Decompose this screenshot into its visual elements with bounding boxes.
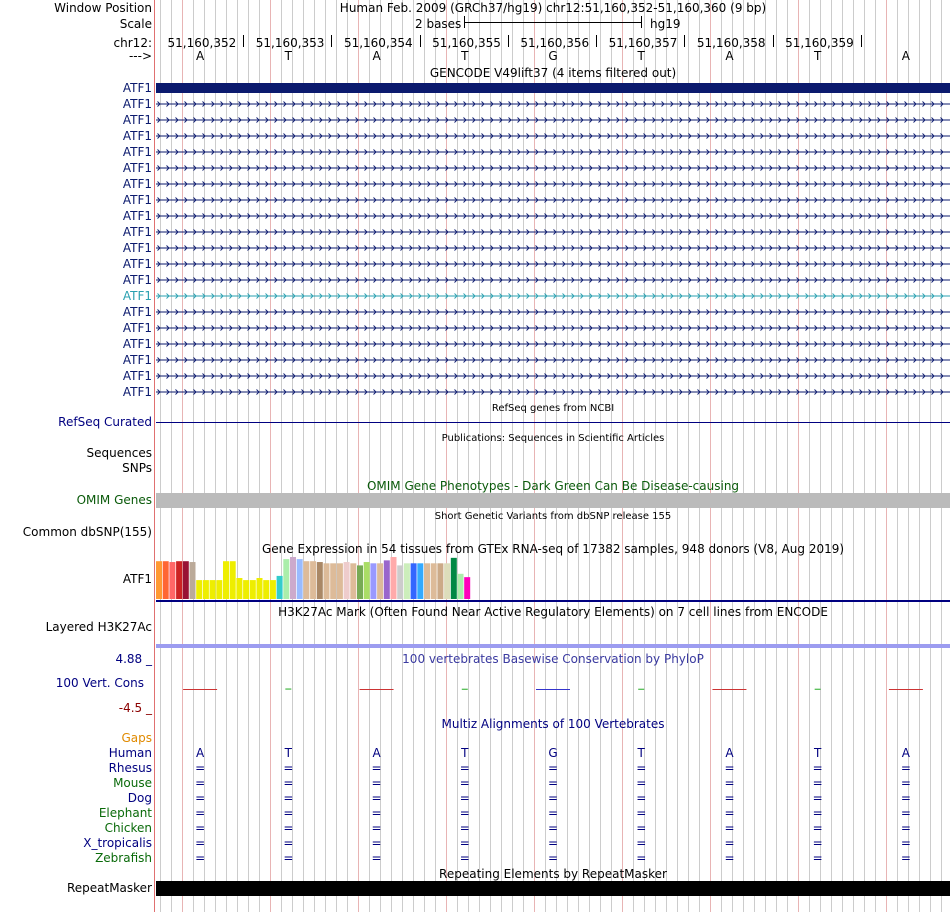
multiz-base: A [372,746,381,760]
gridline [369,0,370,912]
gridline [424,0,425,912]
multiz-base: T [813,746,822,760]
multiz-base: = [195,836,206,850]
gencode-item-label[interactable]: ATF1 [122,321,152,335]
phylop-track-title[interactable]: 100 vertebrates Basewise Conservation by PhyloP [402,652,704,666]
gencode-item-label[interactable]: ATF1 [122,289,152,303]
h3k27ac-signal[interactable] [156,644,950,648]
h3k27ac-track-title[interactable]: H3K27Ac Mark (Often Found Near Active Regulatory Elements) on 7 cell lines from ENCODE [278,605,828,619]
multiz-base: T [284,746,292,760]
gridline [248,0,249,912]
gridline [831,0,832,912]
gridline [237,0,238,912]
multiz-base: = [283,806,294,820]
repeatmasker-track-title[interactable]: Repeating Elements by RepeatMasker [439,867,667,881]
multiz-base: = [459,836,470,850]
gencode-strand-arrows [158,214,944,219]
gridline [303,0,304,912]
gridline [457,0,458,912]
multiz-base: = [283,761,294,775]
gtex-tissue-bar [230,561,236,599]
gtex-tissue-bar [370,563,376,599]
gtex-tissue-bar [444,563,450,599]
coordinate-label: 51,160,355 [432,36,501,50]
multiz-base: = [195,776,206,790]
gridline [930,0,931,912]
phylop-score-mark [462,689,468,690]
gtex-tissue-bar [303,561,309,599]
multiz-base: = [459,821,470,835]
gencode-strand-arrows [158,310,944,315]
multiz-base: = [636,851,647,865]
gridline [875,0,876,912]
multiz-base: = [900,806,911,820]
phylop-score-mark [360,689,394,690]
multiz-base: T [637,746,645,760]
gridline [501,0,502,912]
gridline [589,0,590,912]
omim-feature-bar[interactable] [156,493,950,508]
multiz-base: = [724,776,735,790]
multiz-base: = [548,836,559,850]
gridline [919,0,920,912]
coordinate-tick [331,35,332,47]
multiz-base: = [459,806,470,820]
multiz-base: = [812,791,823,805]
coordinate-label: 51,160,358 [696,36,766,50]
gridline [611,0,612,912]
multiz-base: G [548,746,558,760]
gridline [413,0,414,912]
gencode-strand-arrows [158,262,944,267]
gtex-tissue-bar [337,563,343,599]
gencode-item-label[interactable]: ATF1 [122,177,152,191]
coordinate-label: 51,160,353 [255,36,325,50]
multiz-species-label[interactable]: Rhesus [108,761,152,775]
omim-label[interactable]: OMIM Genes [76,493,152,507]
multiz-base: = [371,776,382,790]
gridline [809,0,810,912]
coordinate-tick [684,35,685,47]
multiz-species-label[interactable]: Elephant [98,806,152,820]
gridline [270,0,271,912]
gridline [897,0,898,912]
ruler-base: A [901,49,910,63]
gridline [490,0,491,912]
gridline [325,0,326,912]
multiz-base: = [812,776,823,790]
gtex-tissue-bar [417,563,423,599]
multiz-base: = [548,761,559,775]
gridline [787,0,788,912]
multiz-base: = [724,761,735,775]
ruler-base: A [196,49,205,63]
gtex-tissue-bar [451,558,457,599]
refseq-label[interactable]: RefSeq Curated [58,415,152,429]
multiz-species-label[interactable]: Zebrafish [95,851,152,865]
gencode-item-label[interactable]: ATF1 [122,353,152,367]
gridline [215,0,216,912]
multiz-base: = [195,806,206,820]
gencode-item-label[interactable]: ATF1 [122,257,152,271]
gridline [479,0,480,912]
gencode-strand-arrows [158,294,944,299]
coordinate-label: 51,160,359 [785,36,854,50]
multiz-base: = [548,791,559,805]
gridline [754,0,755,912]
gtex-label[interactable]: ATF1 [122,572,152,586]
gencode-item-label[interactable]: ATF1 [122,225,152,239]
gtex-tissue-bar [183,561,189,599]
coordinate-tick [861,35,862,47]
gridline [160,0,161,912]
phylop-score-mark [712,689,746,690]
repeatmasker-label[interactable]: RepeatMasker [66,881,152,895]
coordinate-tick [773,35,774,47]
gtex-tissue-bar [437,563,443,599]
phylop-marks [183,689,923,690]
gtex-tissue-bar [290,557,296,599]
gencode-item-label[interactable]: ATF1 [122,97,152,111]
gridline [336,0,337,912]
gencode-strand-arrows [158,358,944,363]
gridline [853,0,854,912]
gridline [765,0,766,912]
gencode-strand-arrows [158,166,944,171]
multiz-species-label[interactable]: Chicken [104,821,152,835]
gridline [347,0,348,912]
gridline [226,0,227,912]
gtex-tissue-bar [156,561,162,599]
multiz-base: = [724,836,735,850]
gencode-strand-arrows [158,326,944,331]
multiz-base: = [724,851,735,865]
gencode-strand-arrows [158,374,944,379]
gencode-item-label[interactable]: ATF1 [122,385,152,399]
gridline [182,0,183,912]
gtex-tissue-bar [404,563,410,599]
gencode-strand-arrows [158,102,944,107]
coordinate-tick [596,35,597,47]
gencode-strand-arrows [158,134,944,139]
window-position-value: Human Feb. 2009 (GRCh37/hg19) chr12:51,160,352-51,160,360 (9 bp) [339,1,767,15]
gencode-item-label[interactable]: ATF1 [122,209,152,223]
multiz-base: = [724,821,735,835]
multiz-base: = [459,851,470,865]
chrom-label: chr12: [113,36,152,50]
coordinate-label: 51,160,357 [608,36,678,50]
gridline [633,0,634,912]
multiz-species-label[interactable]: Dog [127,791,152,805]
multiz-base: = [636,791,647,805]
multiz-base: = [812,821,823,835]
scale-bases: 2 bases [415,17,462,31]
gridline [699,0,700,912]
gridline [600,0,601,912]
multiz-base: = [900,851,911,865]
ruler-base: T [284,49,292,63]
ruler-base: T [813,49,822,63]
multiz-base: = [812,761,823,775]
multiz-base: = [371,761,382,775]
gridline [666,0,667,912]
refseq-track-title[interactable]: RefSeq genes from NCBI [491,403,615,414]
gencode-item-label[interactable]: ATF1 [122,241,152,255]
multiz-base: = [812,836,823,850]
multiz-base: = [283,851,294,865]
multiz-species-label[interactable]: X_tropicalis [83,836,152,850]
ruler-base: T [461,49,469,63]
multiz-base: = [636,836,647,850]
multiz-base: = [724,806,735,820]
phylop-score-mark [285,689,291,690]
scale-assembly: hg19 [650,17,681,31]
gridline [710,0,711,912]
gencode-item-label[interactable]: ATF1 [122,81,152,95]
gridline [567,0,568,912]
gridline [578,0,579,912]
multiz-base: = [548,776,559,790]
gridline [446,0,447,912]
multiz-base: = [636,776,647,790]
multiz-base: = [371,821,382,835]
multiz-base: A [196,746,205,760]
refseq-line[interactable] [156,422,950,423]
gencode-strand-arrows [158,118,944,123]
gtex-tissue-bar [317,562,323,599]
gridline [941,0,942,912]
gridline [193,0,194,912]
multiz-base: = [900,776,911,790]
multiz-base: = [283,791,294,805]
multiz-base: = [724,791,735,805]
multiz-base: = [900,821,911,835]
multiz-base: = [195,791,206,805]
dbsnp-label[interactable]: Common dbSNP(155) [22,525,152,539]
dbsnp-track-title[interactable]: Short Genetic Variants from dbSNP release 155 [434,511,672,522]
gridline [402,0,403,912]
multiz-track-title[interactable]: Multiz Alignments of 100 Vertebrates [441,717,665,731]
gtex-tissue-bar [263,580,269,599]
gridline [512,0,513,912]
omim-track-title[interactable]: OMIM Gene Phenotypes - Dark Green Can Be Disease-causing [366,479,740,493]
gtex-tissue-bar [384,560,390,599]
gridline [534,0,535,912]
multiz-base: A [725,746,734,760]
gridline [391,0,392,912]
multiz-base: = [636,761,647,775]
multiz-base: = [283,776,294,790]
gencode-item-label[interactable]: ATF1 [122,145,152,159]
gencode-item-label[interactable]: ATF1 [122,337,152,351]
gtex-tissue-bar [297,559,303,599]
gencode-strand-arrows [158,230,944,235]
multiz-base: T [461,746,469,760]
gridline [886,0,887,912]
ruler-base: G [548,49,558,63]
gridline [171,0,172,912]
gtex-track-title[interactable]: Gene Expression in 54 tissues from GTEx RNA-seq of 17382 samples, 948 donors (V8, Aug 2019) [261,542,845,556]
gridline [655,0,656,912]
multiz-base: = [812,851,823,865]
gridline [864,0,865,912]
gencode-strand-arrows [158,246,944,251]
gridline [743,0,744,912]
gridline [721,0,722,912]
multiz-base: = [283,821,294,835]
gridline [776,0,777,912]
gridline [358,0,359,912]
multiz-base: = [371,836,382,850]
multiz-base: = [459,776,470,790]
gtex-tissue-bar [458,574,464,599]
multiz-base: = [548,851,559,865]
multiz-base: = [459,761,470,775]
gtex-tissue-bar [250,580,256,599]
coordinate-tick [243,35,244,47]
phylop-score-mark [183,689,217,690]
multiz-gaps-label[interactable]: Gaps [121,731,152,745]
multiz-base: = [900,761,911,775]
multiz-species-label[interactable]: Human [108,746,152,760]
multiz-base: = [636,821,647,835]
gencode-strand-arrows [158,150,944,155]
gencode-strand-arrows [158,342,944,347]
gtex-tissue-bar [196,580,202,599]
gridline [545,0,546,912]
coordinate-label: 51,160,356 [520,36,590,50]
phylop-label[interactable]: 100 Vert. Cons [55,676,144,690]
gencode-item-label[interactable]: ATF1 [122,369,152,383]
gencode-strand-arrows [158,182,944,187]
multiz-species-label[interactable]: Mouse [113,776,152,790]
gridline [688,0,689,912]
scale-bar [464,22,642,23]
gridline [435,0,436,912]
phylop-score-mark [889,689,923,690]
gencode-item-label[interactable]: ATF1 [122,273,152,287]
ruler-base: A [372,49,381,63]
gtex-tissue-bar [163,561,169,599]
multiz-base: = [900,791,911,805]
multiz-base: = [195,761,206,775]
h3k27ac-label[interactable]: Layered H3K27Ac [45,620,152,634]
gencode-item-label[interactable]: ATF1 [122,129,152,143]
gencode-item-label[interactable]: ATF1 [122,305,152,319]
gridline [523,0,524,912]
gtex-tissue-bar [350,563,356,599]
gridline [798,0,799,912]
multiz-base: = [459,791,470,805]
publications-track-title[interactable]: Publications: Sequences in Scientific Articles [441,433,665,444]
coordinate-tick [420,35,421,47]
multiz-base: A [901,746,910,760]
multiz-base: = [548,821,559,835]
gencode-item-label[interactable]: ATF1 [122,193,152,207]
gridline [281,0,282,912]
gtex-tissue-bar [216,580,222,599]
phylop-max-label: 4.88 _ [115,652,152,666]
multiz-base: = [371,851,382,865]
phylop-score-mark [536,689,570,690]
gridline [314,0,315,912]
repeatmasker-bar[interactable] [156,881,950,896]
gtex-tissue-bar [283,559,289,599]
gencode-track-title[interactable]: GENCODE V49lift37 (4 items filtered out) [429,66,677,80]
coordinate-tick [508,35,509,47]
gencode-item-label[interactable]: ATF1 [122,161,152,175]
gtex-baseline [156,600,950,602]
multiz-base: = [371,791,382,805]
multiz-base: = [283,836,294,850]
multiz-base: = [195,821,206,835]
gridline [259,0,260,912]
multiz-base: = [195,851,206,865]
ruler-base: A [725,49,734,63]
gencode-item-label[interactable]: ATF1 [122,113,152,127]
multiz-base: = [636,806,647,820]
multiz-base: = [900,836,911,850]
phylop-min-label: -4.5 _ [118,701,152,715]
multiz-base: = [371,806,382,820]
gridline [842,0,843,912]
strand-arrow-label: ---> [128,49,152,63]
label-divider [154,0,155,912]
publications-label-sequences[interactable]: Sequences [86,446,152,460]
window-position-label: Window Position [54,1,152,15]
coordinate-label: 51,160,354 [343,36,413,50]
gencode-strand-arrows [158,390,944,395]
gridline [622,0,623,912]
gridline [677,0,678,912]
coordinate-label: 51,160,352 [167,36,237,50]
scale-label: Scale [119,17,152,31]
ruler-base: T [637,49,645,63]
publications-label-snps[interactable]: SNPs [122,461,152,475]
multiz-base: = [812,806,823,820]
gencode-strand-arrows [158,278,944,283]
multiz-base: = [548,806,559,820]
gencode-strand-arrows [158,198,944,203]
